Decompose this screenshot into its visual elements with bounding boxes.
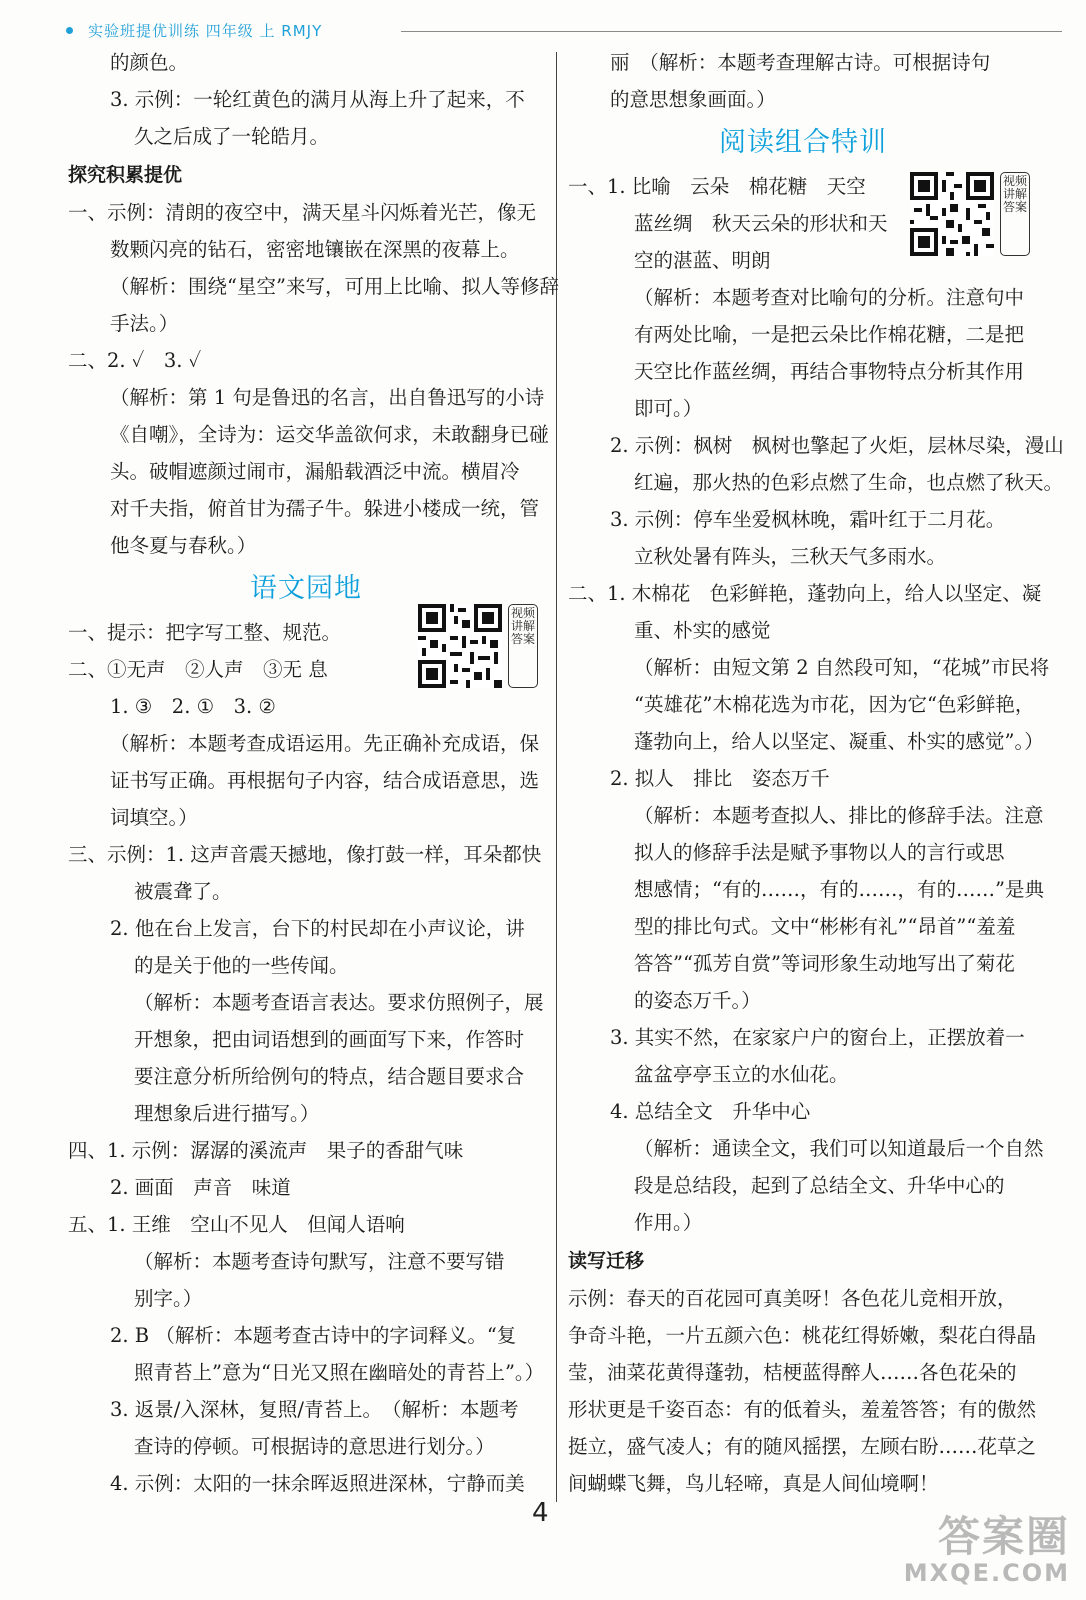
text-line: 有两处比喻，一是把云朵比作棉花糖，二是把 — [634, 323, 1025, 346]
text-line: 丽 （解析：本题考查理解古诗。可根据诗句 — [610, 51, 991, 74]
text-line: 查诗的停顿。可根据诗的意思进行划分。） — [134, 1435, 495, 1458]
text-line: 2. B （解析：本题考查古诗中的字词释义。“复 — [110, 1324, 517, 1347]
qr-code-icon — [910, 172, 994, 256]
text-line: 要注意分析所给例句的特点，结合题目要求合 — [134, 1065, 525, 1088]
text-line: 2. 拟人 排比 姿态万千 — [610, 767, 830, 790]
text-line: （解析：围绕“星空”来写，可用上比喻、拟人等修辞 — [110, 275, 559, 298]
watermark-logo-text: 答案圈 — [937, 1512, 1070, 1561]
text-line: 对千夫指，俯首甘为孺子牛。躲进小楼成一统，管 — [110, 497, 540, 520]
text-line: 4. 总结全文 升华中心 — [610, 1100, 811, 1123]
text-line: 空的湛蓝、明朗 — [634, 249, 771, 272]
text-line: 手法。） — [110, 312, 179, 335]
qr-caption: 视频讲解答案 — [1000, 172, 1030, 256]
text-line: 开想象，把由词语想到的画面写下来，作答时 — [134, 1028, 525, 1051]
text-line: 作用。） — [634, 1211, 703, 1234]
text-line: 的姿态万千。） — [634, 989, 761, 1012]
text-line: 被震聋了。 — [134, 880, 232, 903]
text-line: 他冬夏与春秋。） — [110, 534, 257, 557]
text-line: 型的排比句式。文中“彬彬有礼”“昂首”“羞羞 — [634, 915, 1016, 938]
qr-code-video-right[interactable] — [910, 172, 1034, 258]
text-line: 段是总结段，起到了总结全文、升华中心的 — [634, 1174, 1005, 1197]
text-line: 头。破帽遮颜过闹市，漏船载酒泛中流。横眉冷 — [110, 460, 520, 483]
text-line: 4. 示例：太阳的一抹余晖返照进深林，宁静而美 — [110, 1472, 525, 1495]
text-line: 理想象后进行描写。） — [134, 1102, 320, 1125]
qr-code-video-left[interactable] — [418, 604, 542, 690]
text-line: 四、1. 示例：潺潺的溪流声 果子的香甜气味 — [68, 1139, 464, 1162]
header-dot — [66, 27, 73, 34]
text-line: （解析：由短文第 2 自然段可知，“花城”市民将 — [634, 656, 1050, 679]
text-line: （解析：本题考查成语运用。先正确补充成语，保 — [110, 732, 540, 755]
text-line: （解析：第 1 句是鲁迅的名言，出自鲁迅写的小诗 — [110, 386, 545, 409]
text-line: 蓬勃向上，给人以坚定、凝重、朴实的感觉”。） — [634, 730, 1044, 753]
text-line: 红遍，那火热的色彩点燃了生命，也点燃了秋天。 — [634, 471, 1064, 494]
text-line: 3. 其实不然，在家家户户的窗台上，正摆放着一 — [610, 1026, 1025, 1049]
text-line: 争奇斗艳，一片五颜六色：桃花红得娇嫩，梨花白得晶 — [568, 1324, 1037, 1347]
text-line: 3. 示例：停车坐爱枫林晚，霜叶红于二月花。 — [610, 508, 1006, 531]
left-column — [68, 44, 559, 1502]
text-line: 示例：春天的百花园可真美呀！各色花儿竞相开放， — [568, 1287, 1017, 1310]
text-line: 想感情；“有的……，有的……，有的……”是典 — [634, 878, 1044, 901]
qr-caption: 视频讲解答案 — [508, 604, 538, 688]
watermark-url: MXQE.COM — [903, 1559, 1070, 1587]
section-title-yuwen-yuandi: 语文园地 — [250, 573, 362, 604]
text-line: 形状更是千姿百态：有的低着头，羞羞答答；有的傲然 — [568, 1398, 1037, 1421]
watermark — [904, 1514, 1070, 1586]
text-line: （解析：本题考查拟人、排比的修辞手法。注意 — [634, 804, 1044, 827]
text-line: 一、示例：清朗的夜空中，满天星斗闪烁着光芒，像无 — [68, 201, 537, 224]
header-title: 实验班提优训练 四年级 上 RMJY — [88, 22, 323, 40]
text-line: 挺立，盛气凌人；有的随风摇摆，左顾右盼……花草之 — [568, 1435, 1037, 1458]
text-line: 《自嘲》，全诗为：运交华盖欲何求，未敢翻身已碰 — [110, 423, 549, 446]
text-line: 答答”“孤芳自赏”等词形象生动地写出了菊花 — [634, 952, 1015, 975]
text-line: 二、2. ✓ 3. ✓ — [68, 349, 202, 372]
text-line: 重、朴实的感觉 — [634, 619, 771, 642]
text-line: 2. 示例：枫树 枫树也擎起了火炬，层林尽染，漫山 — [610, 434, 1064, 457]
text-line: 别字。） — [134, 1287, 203, 1310]
text-line: （解析：本题考查诗句默写，注意不要写错 — [134, 1250, 505, 1273]
text-line: 莹，油菜花黄得蓬勃，桔梗蓝得醉人……各色花朵的 — [568, 1361, 1017, 1384]
text-line: 的意思想象画面。） — [610, 88, 776, 111]
text-line: 五、1. 王维 空山不见人 但闻人语响 — [68, 1213, 405, 1236]
text-line: 三、示例：1. 这声音震天撼地，像打鼓一样，耳朵都快 — [68, 843, 542, 866]
subheading-read-write: 读写迁移 — [568, 1250, 645, 1272]
section-title-reading-training: 阅读组合特训 — [719, 127, 887, 158]
text-line: 词填空。） — [110, 806, 198, 829]
text-line: 的是关于他的一些传闻。 — [134, 954, 349, 977]
text-line: 蓝丝绸 秋天云朵的形状和天 — [634, 212, 888, 235]
subheading-explore: 探究积累提优 — [68, 164, 183, 186]
text-line: 2. 画面 声音 味道 — [110, 1176, 291, 1199]
text-line: 二、①无声 ②人声 ③无 息 — [68, 658, 328, 681]
text-line: 拟人的修辞手法是赋予事物以人的言行或思 — [634, 841, 1005, 864]
text-line: （解析：本题考查对比喻句的分析。注意句中 — [634, 286, 1025, 309]
header-rule — [401, 31, 1062, 32]
text-line: （解析：本题考查语言表达。要求仿照例子，展 — [134, 991, 544, 1014]
text-line: 一、1. 比喻 云朵 棉花糖 天空 — [568, 175, 866, 198]
text-line: 证书写正确。再根据句子内容，结合成语意思，选 — [110, 769, 540, 792]
text-line: 的颜色。 — [110, 51, 189, 74]
text-line: 间蝴蝶飞舞，鸟儿轻啼，真是人间仙境啊！ — [568, 1472, 939, 1495]
text-line: 二、1. 木棉花 色彩鲜艳，蓬勃向上，给人以坚定、凝 — [568, 582, 1042, 605]
page-header — [66, 22, 1062, 38]
text-line: 3. 示例：一轮红黄色的满月从海上升了起来，不 — [110, 88, 525, 111]
text-line: 久之后成了一轮皓月。 — [134, 125, 330, 148]
page-number: 4 — [532, 1498, 549, 1528]
text-line: “英雄花”木棉花选为市花，因为它“色彩鲜艳， — [634, 693, 1035, 716]
text-line: 立秋处暑有阵头，三秋天气多雨水。 — [634, 545, 947, 568]
text-line: 2. 他在台上发言，台下的村民却在小声议论，讲 — [110, 917, 525, 940]
text-line: 天空比作蓝丝绸，再结合事物特点分析其作用 — [634, 360, 1025, 383]
text-line: 3. 返景/入深林，复照/青苔上。 （解析：本题考 — [110, 1398, 519, 1421]
text-line: 1. ③ 2. ① 3. ② — [110, 695, 276, 718]
text-line: 一、提示：把字写工整、规范。 — [68, 621, 342, 644]
text-line: 盆盆亭亭玉立的水仙花。 — [634, 1063, 849, 1086]
text-line: （解析：通读全文，我们可以知道最后一个自然 — [634, 1137, 1044, 1160]
text-line: 照青苔上”意为“日光又照在幽暗处的青苔上”。） — [134, 1361, 545, 1384]
text-line: 即可。） — [634, 397, 703, 420]
qr-code-icon — [418, 604, 502, 688]
right-column — [568, 44, 1064, 1502]
text-line: 数颗闪亮的钻石，密密地镶嵌在深黑的夜幕上。 — [110, 238, 520, 261]
